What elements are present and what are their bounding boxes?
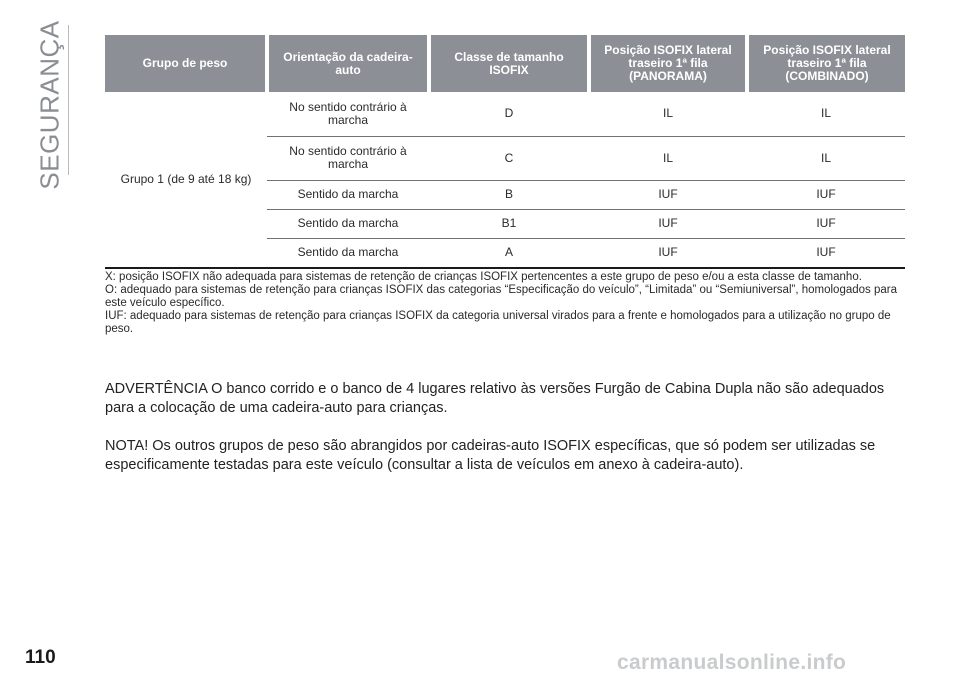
header-grupo-de-peso: Grupo de peso xyxy=(105,35,267,92)
orientation-cell: Sentido da marcha xyxy=(267,209,429,238)
table-legend xyxy=(105,271,905,336)
legend-x: X: posição ISOFIX não adequada para sistemas de retenção de crianças ISOFIX pertencentes a este grupo de peso e/ou a esta classe de tamanho. xyxy=(105,271,862,283)
watermark-text: carmanualsonline.info xyxy=(617,651,847,674)
header-posicao-combinado: Posição ISOFIX lateral traseiro 1ª fila (COMBINADO) xyxy=(747,35,905,92)
note-paragraph: NOTA! Os outros grupos de peso são abrangidos por cadeiras-auto ISOFIX específicas, que só podem ser utilizadas se especificamente testadas para este veículo (consultar a lista de veículos em anexo à cadeira-auto). xyxy=(105,438,876,473)
combinado-cell: IUF xyxy=(747,180,905,209)
panorama-cell: IL xyxy=(589,136,747,180)
size-class-cell: B xyxy=(429,180,589,209)
orientation-cell: Sentido da marcha xyxy=(267,238,429,268)
table-row xyxy=(105,92,905,136)
isofix-table xyxy=(105,35,905,269)
size-class-cell: A xyxy=(429,238,589,268)
panorama-cell: IL xyxy=(589,92,747,136)
panorama-cell: IUF xyxy=(589,209,747,238)
orientation-cell: Sentido da marcha xyxy=(267,180,429,209)
warning-paragraph: ADVERTÊNCIA O banco corrido e o banco de 4 lugares relativo às versões Furgão de Cabina Dupla não são adequados para a colocação de uma cadeira-auto para crianças. xyxy=(105,381,885,416)
size-class-cell: C xyxy=(429,136,589,180)
group-cell: Grupo 1 (de 9 até 18 kg) xyxy=(105,92,267,268)
table-header-row xyxy=(105,35,905,92)
legend-iuf: IUF: adequado para sistemas de retenção para crianças ISOFIX da categoria universal virados para a frente e homologados para a utilização no grupo de peso. xyxy=(105,310,891,335)
header-posicao-panorama: Posição ISOFIX lateral traseiro 1ª fila (PANORAMA) xyxy=(589,35,747,92)
size-class-cell: D xyxy=(429,92,589,136)
legend-o: O: adequado para sistemas de retenção para crianças ISOFIX das categorias “Especificação do veículo”, “Limitada” ou “Semiuniversal”, homologados para este veículo específico. xyxy=(105,284,897,309)
header-orientacao: Orientação da cadeira-auto xyxy=(267,35,429,92)
combinado-cell: IUF xyxy=(747,209,905,238)
page-number: 110 xyxy=(25,647,56,668)
combinado-cell: IL xyxy=(747,136,905,180)
size-class-cell: B1 xyxy=(429,209,589,238)
panorama-cell: IUF xyxy=(589,238,747,268)
combinado-cell: IL xyxy=(747,92,905,136)
section-title-text: SEGURANÇA xyxy=(34,20,65,190)
header-classe-tamanho: Classe de tamanho ISOFIX xyxy=(429,35,589,92)
section-divider xyxy=(68,25,69,175)
orientation-cell: No sentido contrário à marcha xyxy=(267,136,429,180)
panorama-cell: IUF xyxy=(589,180,747,209)
orientation-cell: No sentido contrário à marcha xyxy=(267,92,429,136)
combinado-cell: IUF xyxy=(747,238,905,268)
